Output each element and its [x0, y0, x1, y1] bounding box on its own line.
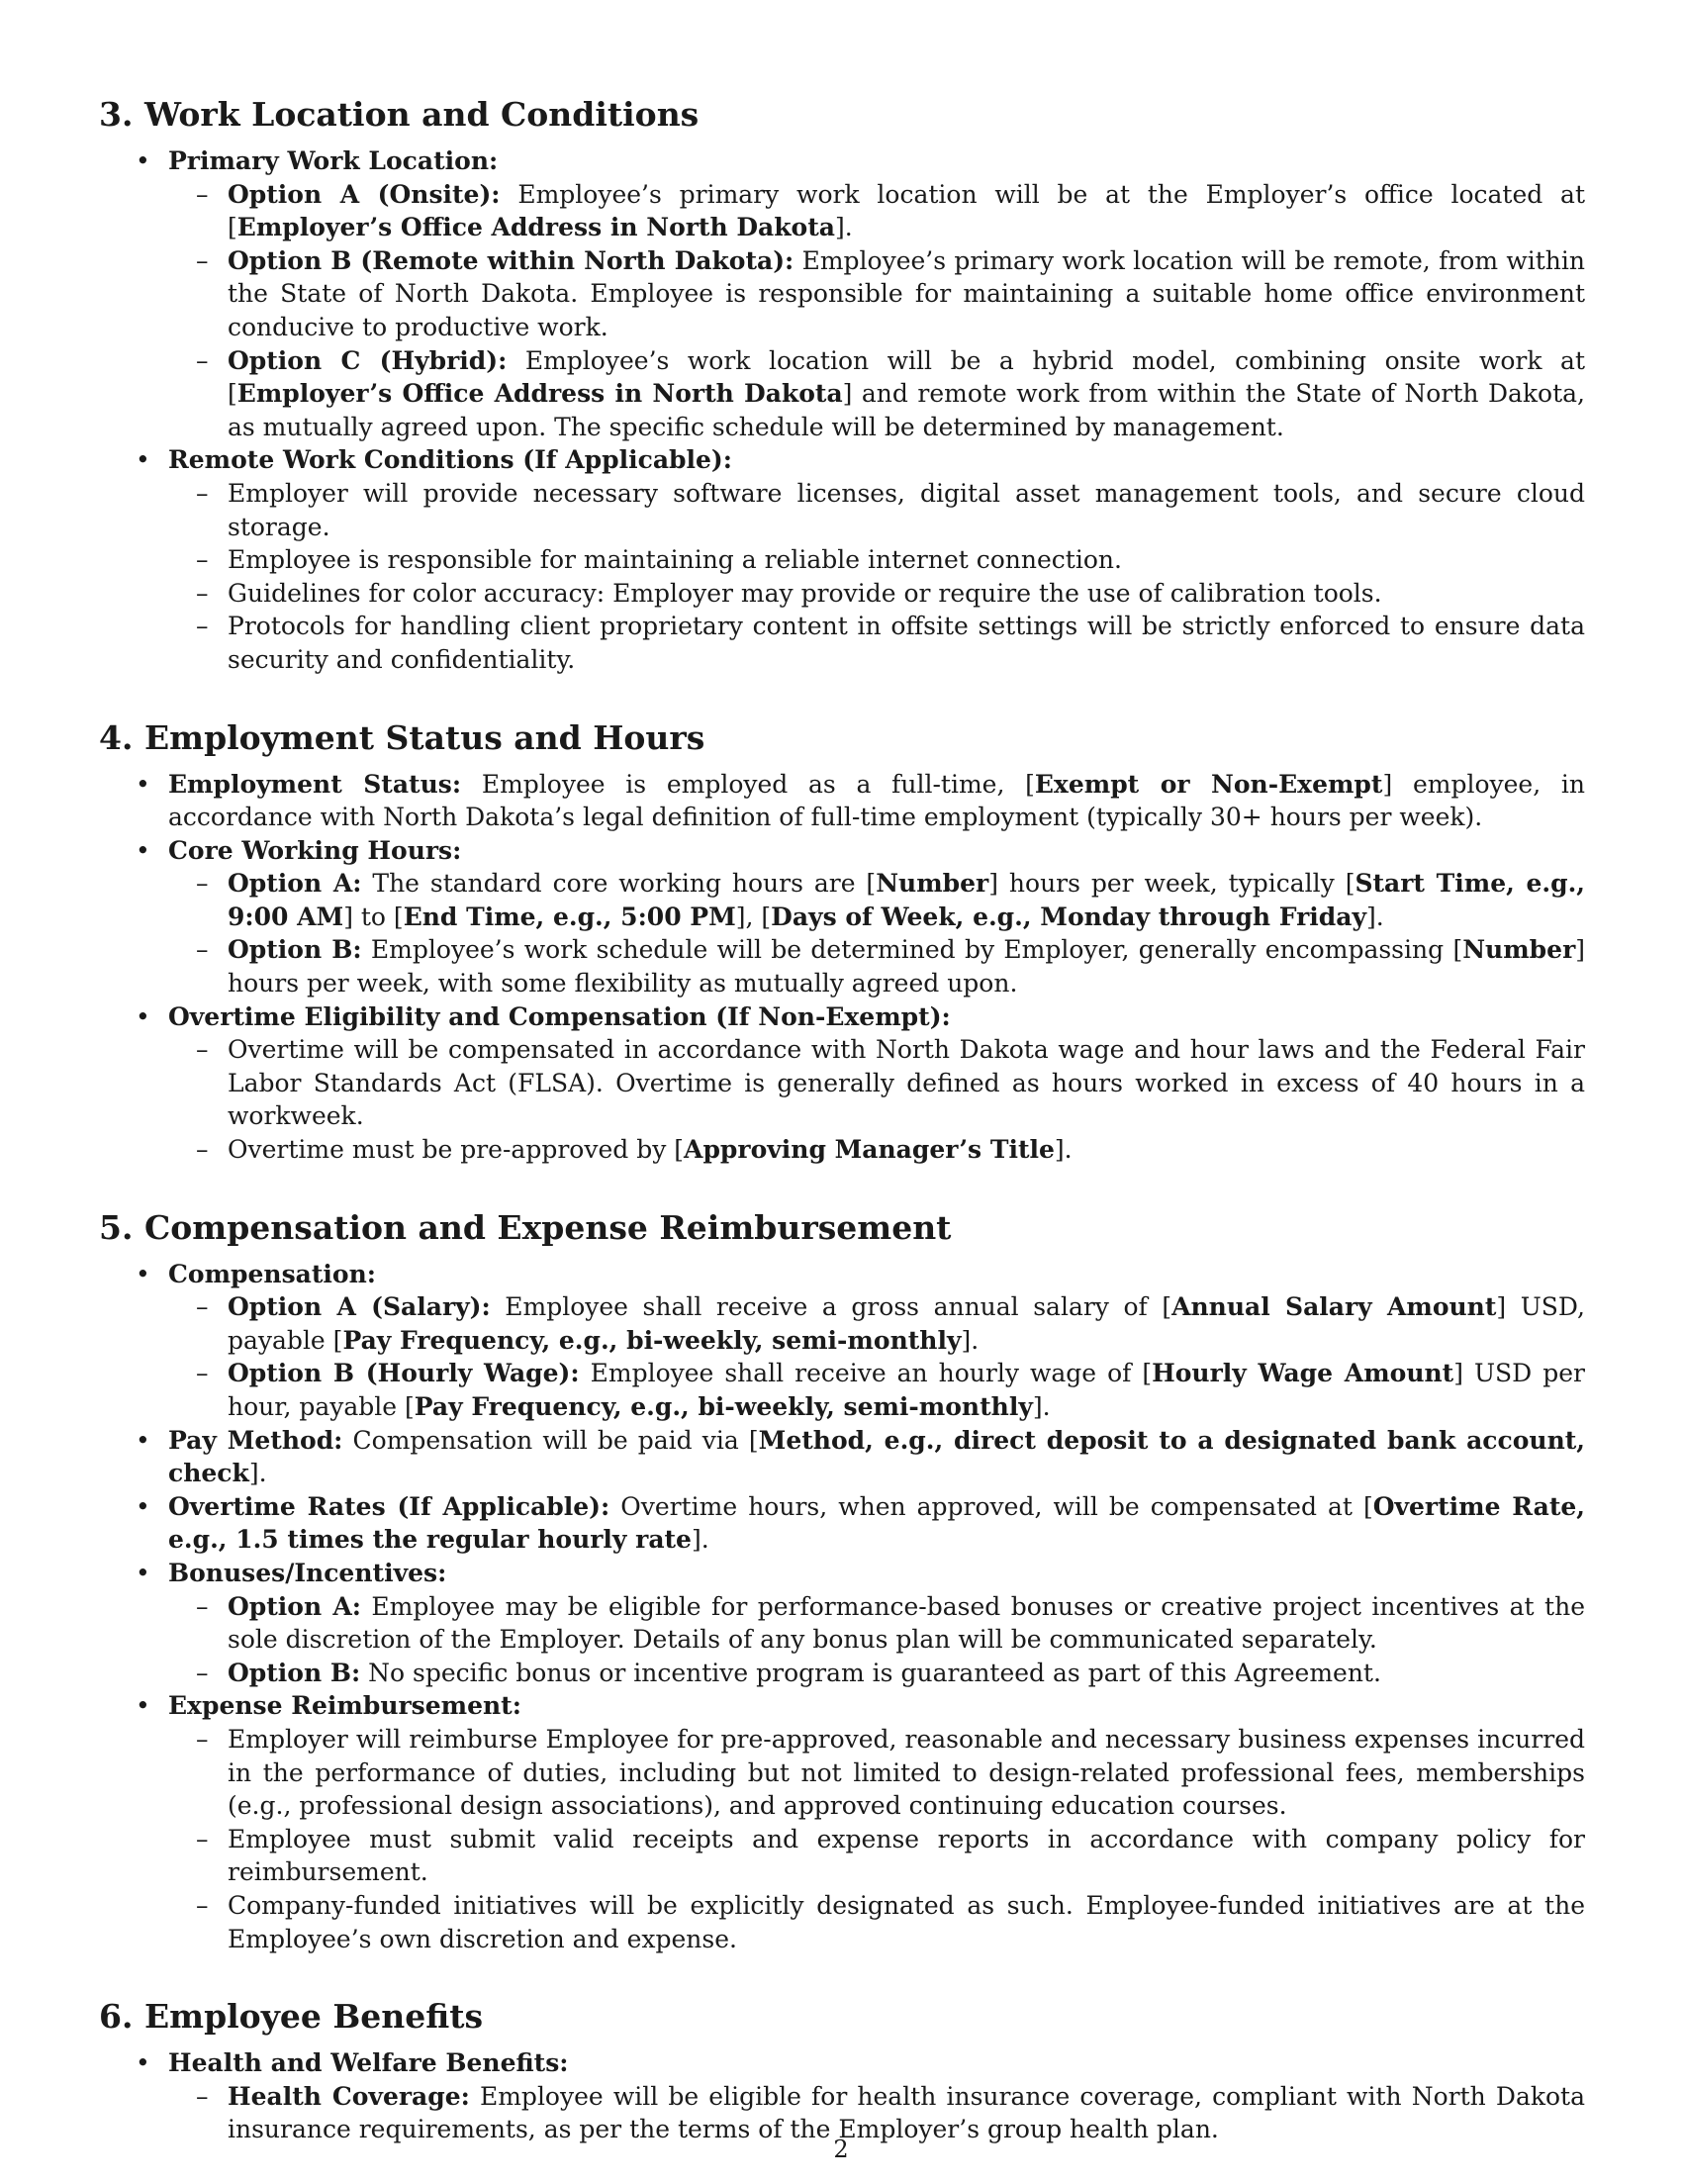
page-number: 2 — [833, 2136, 849, 2163]
placeholder-field: Pay Frequency, e.g., bi-weekly, semi-monthly — [414, 1392, 1033, 1421]
item-text: Employee will be eligible for health insurance coverage, compliant with North Dakota insurance requirements, as per the terms of the Employer’s group health plan. — [228, 2081, 1586, 2144]
sub-list — [168, 867, 1585, 999]
item-text: ]. — [1054, 1135, 1073, 1165]
document-body — [99, 91, 1585, 2184]
dash-icon: – — [196, 1359, 209, 1388]
item-text: The standard core working hours are [ — [361, 869, 877, 899]
placeholder-field: Days of Week, e.g., Monday through Friday — [771, 902, 1366, 931]
item-label: Option B: — [228, 935, 362, 965]
sub-list-item — [99, 610, 1585, 676]
placeholder-field: Pay Frequency, e.g., bi-weekly, semi-monthly — [342, 1325, 962, 1355]
placeholder-field: End Time, e.g., 5:00 PM — [403, 902, 736, 931]
placeholder-field: Approving Manager’s Title — [684, 1135, 1055, 1165]
item-text: Employee’s work location will be a hybrid model, combining onsite work at [ — [228, 345, 1585, 409]
list-item — [99, 1258, 1585, 1424]
bullet-icon: • — [136, 835, 150, 865]
bullet-icon: • — [136, 1001, 150, 1031]
bullet-list — [99, 2046, 1585, 2146]
item-label: Pay Method: — [168, 1425, 343, 1455]
item-text: Compensation will be paid via [ — [342, 1425, 759, 1455]
sub-list-item — [99, 1889, 1585, 1955]
dash-icon: – — [196, 478, 209, 508]
sub-list-item — [99, 1133, 1585, 1167]
item-label: Option A: — [228, 1591, 361, 1621]
list-item — [99, 1424, 1585, 1490]
dash-icon: – — [196, 1890, 209, 1920]
placeholder-field: Start Time, e.g., 9:00 AM — [228, 869, 1586, 931]
placeholder-field: Overtime Rate, e.g., 1.5 times the regular hourly rate — [168, 1491, 1585, 1555]
bullet-icon: • — [136, 1259, 150, 1288]
item-text: ]. — [248, 1459, 267, 1488]
dash-icon: – — [196, 1724, 209, 1754]
item-text: Guidelines for color accuracy: Employer may provide or require the use of calibration tools. — [228, 578, 1382, 608]
dash-icon: – — [196, 1824, 209, 1853]
list-item — [99, 1000, 1585, 1167]
item-label: Option C (Hybrid): — [228, 345, 508, 375]
section-title: Employment Status and Hours — [144, 717, 705, 757]
item-text: Employee shall receive an hourly wage of [ — [579, 1359, 1153, 1388]
item-text: Employee may be eligible for performance-based bonuses or creative project incentives at the sole discretion of the Employer. Details of any bonus plan will be communicated separately. — [228, 1591, 1585, 1655]
item-label: Option B (Remote within North Dakota): — [228, 245, 794, 275]
item-text: ] USD per hour, payable [ — [228, 1359, 1585, 1421]
dash-icon: – — [196, 545, 209, 575]
item-label: Overtime Rates (If Applicable): — [168, 1491, 610, 1521]
item-text: Overtime will be compensated in accordance with North Dakota wage and hour laws and the Federal Fair Labor Standards Act (FLSA). Overtime is generally defined as hours worked in excess of 40 hours in a workweek. — [228, 1035, 1585, 1131]
item-text: ] hours per week, typically [ — [988, 869, 1355, 899]
item-text: Protocols for handling client proprietary content in offsite settings will be strictly enforced to ensure data security and confidentiality. — [228, 612, 1585, 674]
item-label: Employment Status: — [168, 769, 462, 799]
item-label: Remote Work Conditions (If Applicable): — [168, 445, 732, 475]
list-item — [99, 1689, 1585, 1955]
dash-icon: – — [196, 1292, 209, 1322]
placeholder-field: Exempt or Non-Exempt — [1034, 769, 1383, 799]
item-text: Employee must submit valid receipts and expense reports in accordance with company policy for reimbursement. — [228, 1824, 1585, 1887]
bullet-icon: • — [136, 445, 150, 475]
dash-icon: – — [196, 1591, 209, 1621]
bullet-list — [99, 144, 1585, 677]
section — [99, 1204, 1585, 1955]
item-text: Overtime hours, when approved, will be compensated at [ — [609, 1491, 1373, 1521]
section-heading — [99, 714, 1585, 762]
sub-list — [168, 1033, 1585, 1166]
sub-list-item — [99, 1033, 1585, 1133]
section — [99, 1993, 1585, 2146]
section-number: 6. — [99, 1997, 134, 2037]
item-label: Primary Work Location: — [168, 146, 499, 175]
item-label: Expense Reimbursement: — [168, 1691, 521, 1721]
item-label: Health Coverage: — [228, 2081, 470, 2111]
item-label: Option B (Hourly Wage): — [228, 1359, 580, 1388]
placeholder-field: Employer’s Office Address in North Dakota — [236, 379, 843, 409]
item-text: ]. — [834, 213, 853, 242]
dash-icon: – — [196, 2081, 209, 2111]
placeholder-field: Annual Salary Amount — [1171, 1292, 1497, 1322]
section-heading — [99, 91, 1585, 139]
dash-icon: – — [196, 1658, 209, 1687]
bullet-icon: • — [136, 1491, 150, 1521]
bullet-icon: • — [136, 146, 150, 175]
placeholder-field: Number — [1462, 935, 1576, 965]
item-text: ] and remote work from within the State of North Dakota, as mutually agreed upon. The specific schedule will be determined by management. — [228, 379, 1585, 441]
item-label: Compensation: — [168, 1259, 376, 1288]
sub-list-item — [99, 577, 1585, 611]
item-text: ], [ — [735, 902, 772, 931]
item-text: ] to [ — [343, 902, 404, 931]
item-text: Company-funded initiatives will be explicitly designated as such. Employee-funded initiatives are at the Employee’s own discretion and expense. — [228, 1890, 1585, 1953]
item-label: Bonuses/Incentives: — [168, 1558, 447, 1587]
dash-icon: – — [196, 179, 209, 209]
list-item — [99, 443, 1585, 676]
dash-icon: – — [196, 612, 209, 641]
bullet-list — [99, 1258, 1585, 1955]
section-title: Employee Benefits — [144, 1997, 484, 2037]
item-text: ] employee, in accordance with North Dakota’s legal definition of full-time employment (typically 30+ hours per week). — [168, 769, 1585, 832]
item-text: ]. — [691, 1525, 709, 1555]
section-title: Work Location and Conditions — [144, 95, 700, 134]
bullet-icon: • — [136, 769, 150, 799]
dash-icon: – — [196, 1135, 209, 1165]
sub-list-item — [99, 477, 1585, 543]
list-item — [99, 1490, 1585, 1557]
dash-icon: – — [196, 578, 209, 608]
section — [99, 714, 1585, 1167]
item-text: Employer will reimburse Employee for pre-approved, reasonable and necessary business expenses incurred in the performance of duties, including but not limited to design-related professional fees, memberships (e.g., professional design associations), and approved continuing education courses. — [228, 1724, 1585, 1821]
item-text: Employee’s primary work location will be at the Employer’s office located at [ — [228, 179, 1585, 242]
dash-icon: – — [196, 345, 209, 375]
item-text: Employee is employed as a full-time, [ — [461, 769, 1035, 799]
item-text: ] USD, payable [ — [228, 1292, 1586, 1355]
sub-list-item — [99, 1723, 1585, 1823]
bullet-icon: • — [136, 1425, 150, 1455]
bullet-list — [99, 768, 1585, 1167]
dash-icon: – — [196, 869, 209, 899]
section-heading — [99, 1204, 1585, 1252]
item-label: Option A (Salary): — [228, 1292, 491, 1322]
sub-list-item — [99, 244, 1585, 344]
section-heading — [99, 1993, 1585, 2041]
section — [99, 91, 1585, 677]
dash-icon: – — [196, 935, 209, 965]
item-label: Option A (Onsite): — [228, 179, 501, 209]
sub-list-item — [99, 178, 1585, 244]
section-title: Compensation and Expense Reimbursement — [144, 1207, 952, 1247]
item-text: Employer will provide necessary software licenses, digital asset management tools, and secure cloud storage. — [228, 478, 1585, 541]
placeholder-field: Employer’s Office Address in North Dakota — [236, 213, 835, 242]
sub-list-item — [99, 933, 1585, 999]
section-number: 4. — [99, 717, 134, 757]
item-text: ]. — [961, 1325, 980, 1355]
bullet-icon: • — [136, 2048, 150, 2078]
sub-list-item — [99, 1657, 1585, 1690]
list-item — [99, 834, 1585, 1000]
item-text: ]. — [1366, 902, 1384, 931]
item-label: Option B: — [228, 1658, 361, 1687]
list-item — [99, 768, 1585, 834]
dash-icon: – — [196, 245, 209, 275]
sub-list — [168, 477, 1585, 677]
placeholder-field: Method, e.g., direct deposit to a designated bank account, check — [168, 1425, 1585, 1488]
sub-list-item — [99, 1290, 1585, 1357]
sub-list — [168, 178, 1585, 444]
list-item — [99, 144, 1585, 443]
item-text: Employee is responsible for maintaining a reliable internet connection. — [228, 545, 1122, 575]
sub-list — [168, 1723, 1585, 1955]
item-text: Overtime must be pre-approved by [ — [228, 1135, 685, 1165]
sub-list-item — [99, 867, 1585, 933]
sub-list-item — [99, 1357, 1585, 1423]
bullet-icon: • — [136, 1691, 150, 1721]
item-label: Core Working Hours: — [168, 835, 462, 865]
item-text: ] hours per week, with some flexibility as mutually agreed upon. — [228, 935, 1586, 998]
item-label: Health and Welfare Benefits: — [168, 2048, 569, 2078]
section-number: 5. — [99, 1207, 134, 1247]
bullet-icon: • — [136, 1558, 150, 1587]
list-item — [99, 1557, 1585, 1689]
sub-list-item — [99, 1590, 1585, 1657]
sub-list-item — [99, 344, 1585, 444]
sub-list — [168, 1290, 1585, 1423]
placeholder-field: Number — [876, 869, 989, 899]
sub-list — [168, 1590, 1585, 1690]
item-text: No specific bonus or incentive program is guaranteed as part of this Agreement. — [360, 1658, 1381, 1687]
item-label: Option A: — [228, 869, 362, 899]
section-number: 3. — [99, 95, 134, 134]
placeholder-field: Hourly Wage Amount — [1152, 1359, 1454, 1388]
dash-icon: – — [196, 1035, 209, 1065]
item-text: ]. — [1032, 1392, 1051, 1421]
item-label: Overtime Eligibility and Compensation (If Non-Exempt): — [168, 1001, 951, 1031]
sub-list-item — [99, 1823, 1585, 1889]
item-text: Employee’s primary work location will be remote, from within the State of North Dakota. Employee is responsible for maintaining a suitable home office environment conducive to productive work. — [228, 245, 1585, 341]
item-text: Employee shall receive a gross annual salary of [ — [490, 1292, 1172, 1322]
item-text: Employee’s work schedule will be determined by Employer, generally encompassing [ — [361, 935, 1463, 965]
sub-list-item — [99, 543, 1585, 577]
list-item — [99, 2046, 1585, 2146]
